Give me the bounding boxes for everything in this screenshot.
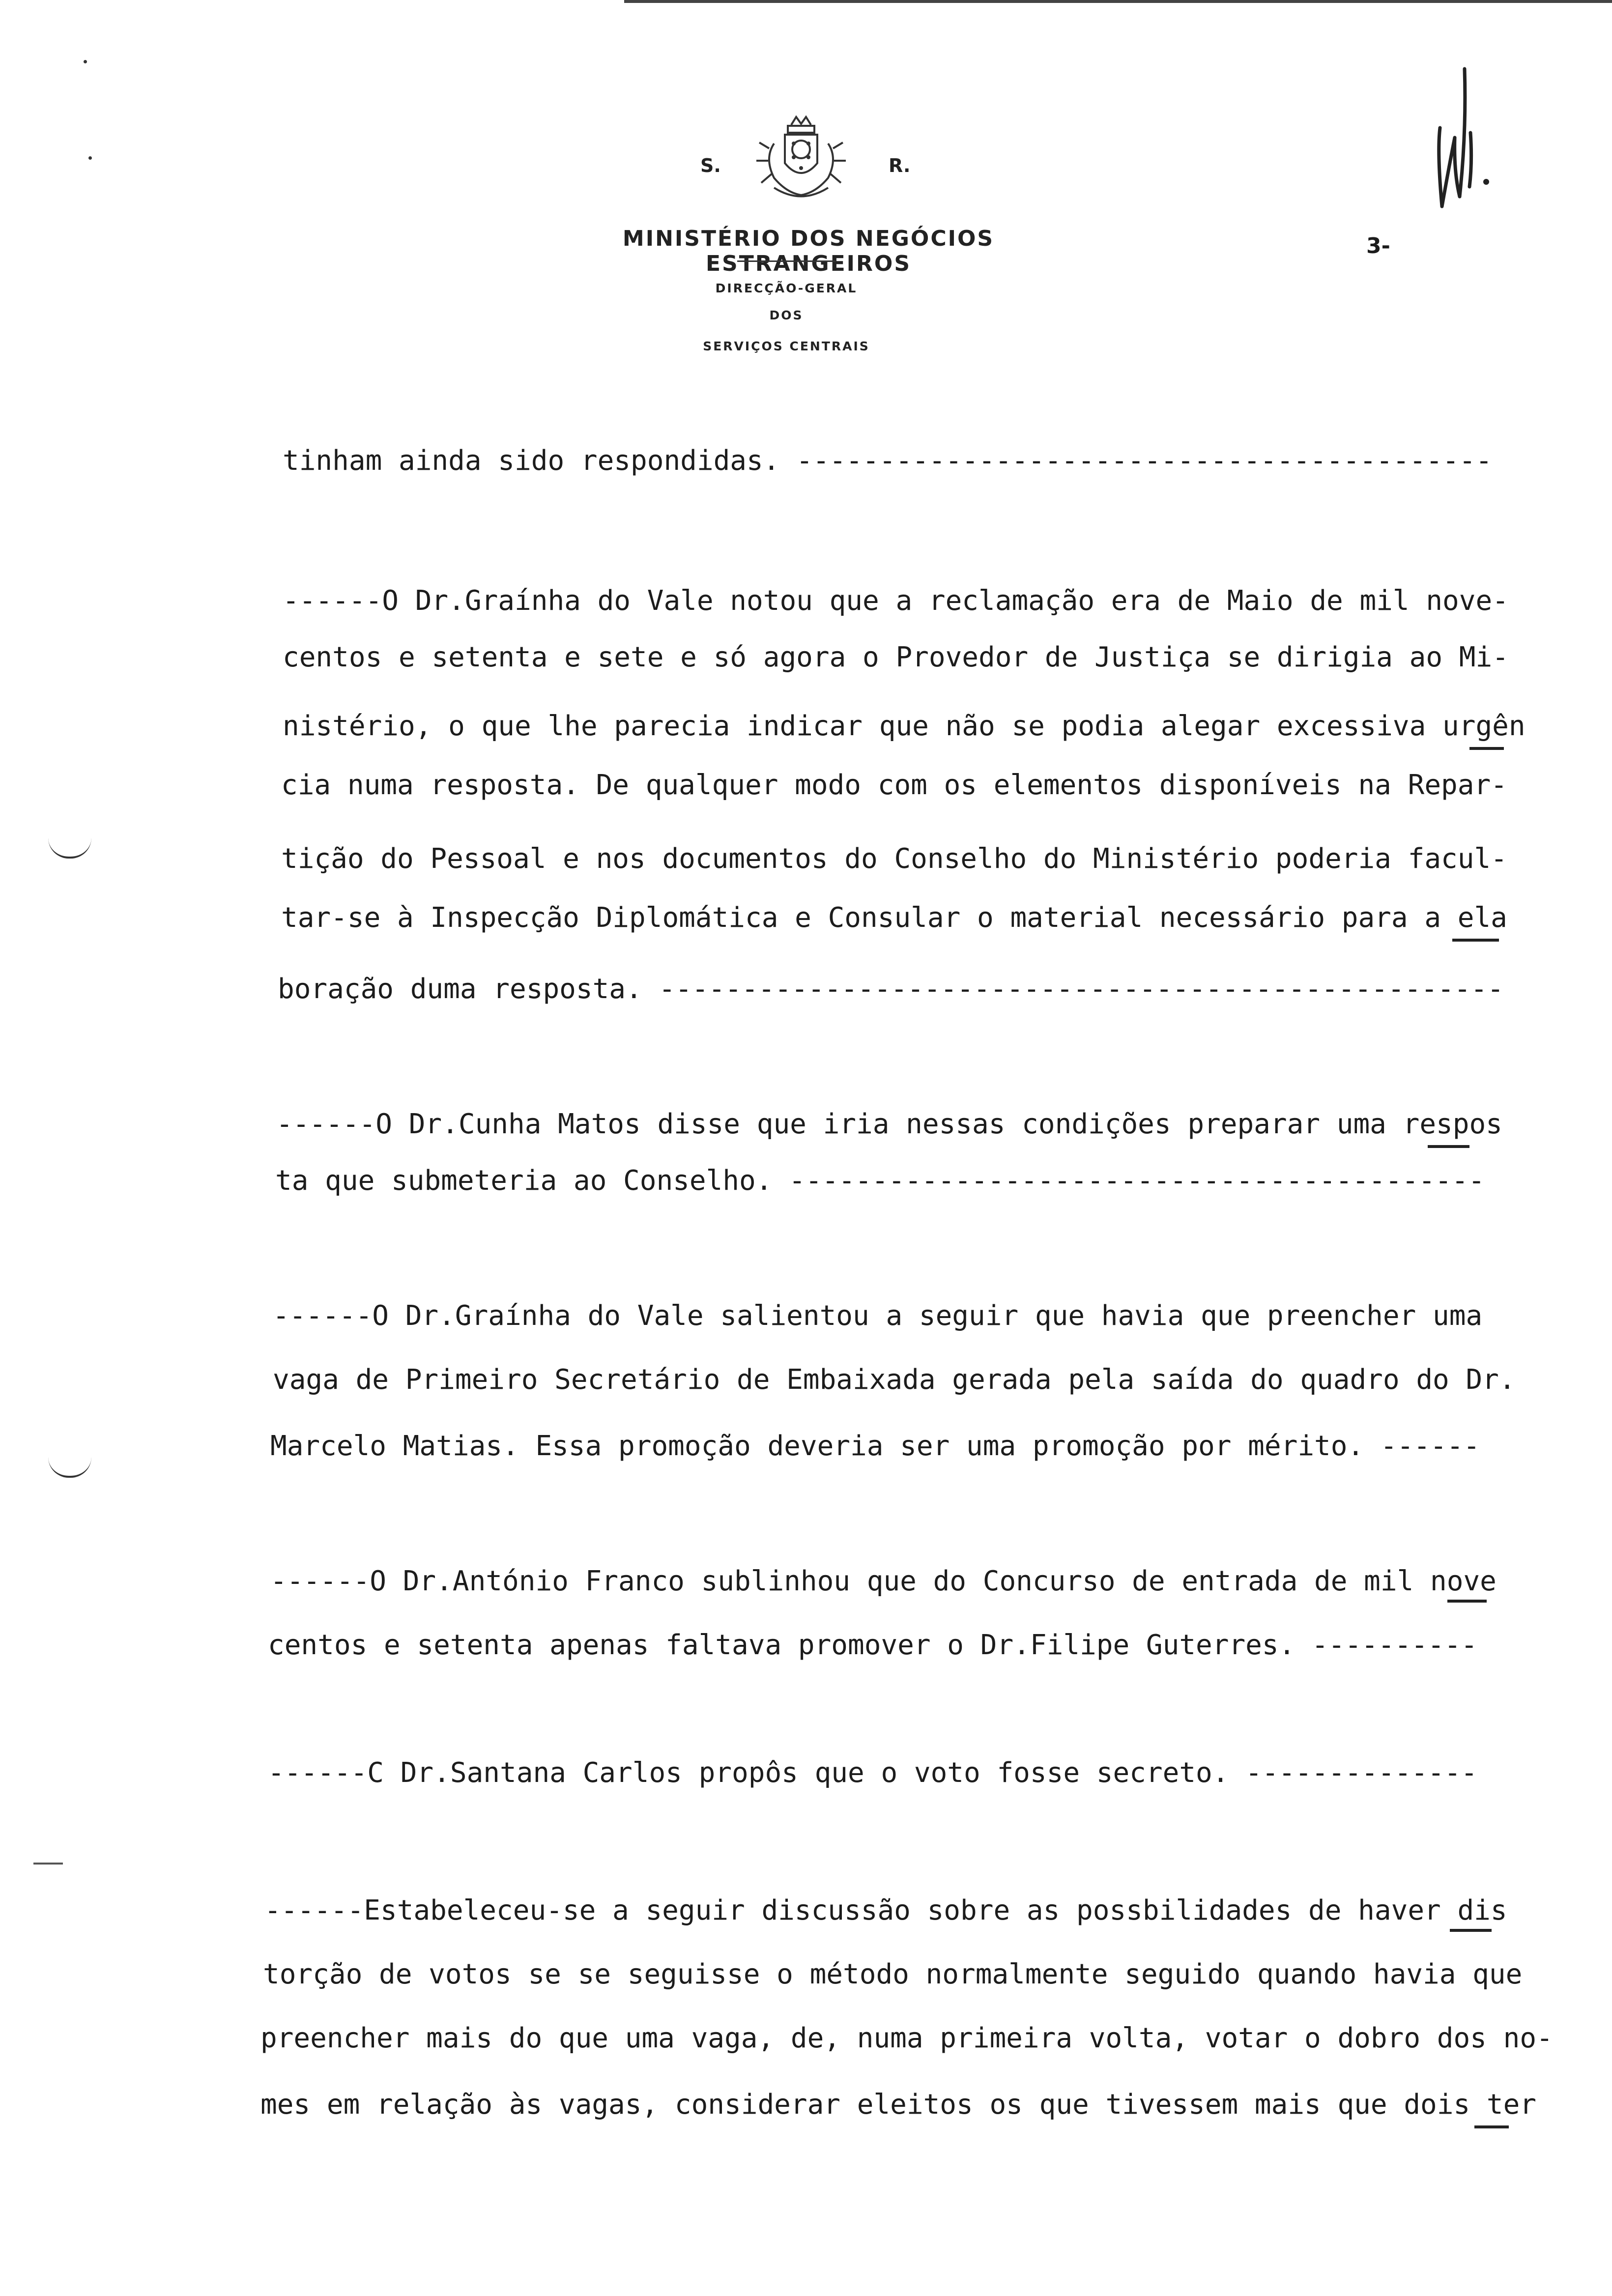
body-line: ------O Dr.Graínha do Vale notou que a reclamação era de Maio de mil nove-	[283, 585, 1509, 617]
ministry-name: MINISTÉRIO DOS NEGÓCIOS ESTRANGEIROS	[622, 226, 995, 276]
body-line: boração duma resposta. ---------------------------------------------------	[278, 973, 1504, 1005]
scan-speck	[84, 60, 87, 63]
body-line: torção de votos se se seguisse o método normalmente seguido quando havia que	[263, 1958, 1523, 1990]
coat-of-arms-icon	[745, 114, 858, 207]
body-line: ------O Dr.António Franco sublinhou que do Concurso de entrada de mil nove	[270, 1565, 1497, 1597]
handwritten-initials-icon	[1425, 64, 1494, 216]
body-line: tinham ainda sido respondidas. ------------------------------------------	[283, 445, 1493, 477]
hyphenation-underline	[1428, 1145, 1469, 1148]
body-line: preencher mais do que uma vaga, de, numa primeira volta, votar o dobro dos no-	[260, 2022, 1553, 2054]
scan-top-border	[624, 0, 1612, 3]
hyphenation-underline	[1474, 2125, 1509, 2128]
department-line-1: DIRECÇÃO-GERAL	[715, 281, 858, 295]
body-line: tição do Pessoal e nos documentos do Conselho do Ministério poderia facul-	[281, 843, 1507, 875]
body-line: ------Estabeleceu-se a seguir discussão sobre as possbilidades de haver dis	[264, 1894, 1507, 1926]
page-number: 3-	[1366, 233, 1390, 258]
header-initial-right: R.	[889, 155, 911, 176]
hyphenation-underline	[1452, 939, 1499, 942]
body-line: Marcelo Matias. Essa promoção deveria ser uma promoção por mérito. ------	[270, 1430, 1480, 1462]
department-line-2: DOS	[769, 308, 804, 322]
body-line: centos e setenta e sete e só agora o Provedor de Justiça se dirigia ao Mi-	[283, 641, 1509, 673]
department-line-3: SERVIÇOS CENTRAIS	[703, 339, 870, 353]
body-line: tar-se à Inspecção Diplomática e Consular o material necessário para a ela	[281, 902, 1507, 934]
punch-hole-mark	[48, 838, 91, 859]
header-initial-left: S.	[700, 155, 721, 176]
body-line: cia numa resposta. De qualquer modo com os elementos disponíveis na Repar-	[281, 769, 1507, 801]
body-line: centos e setenta apenas faltava promover o Dr.Filipe Guterres. ----------	[268, 1629, 1478, 1661]
body-line: mes em relação às vagas, considerar eleitos os que tivessem mais que dois ter	[260, 2089, 1537, 2121]
scan-speck	[88, 156, 92, 160]
body-line: ta que submeteria ao Conselho. ------------------------------------------	[275, 1165, 1485, 1197]
header-rule	[737, 260, 835, 262]
body-line: ------O Dr.Cunha Matos disse que iria nessas condições preparar uma respos	[276, 1108, 1502, 1140]
hyphenation-underline	[1469, 747, 1504, 750]
hyphenation-underline	[1450, 1929, 1492, 1932]
body-line: vaga de Primeiro Secretário de Embaixada gerada pela saída do quadro do Dr.	[273, 1364, 1516, 1396]
body-line: nistério, o que lhe parecia indicar que não se podia alegar excessiva urgên	[283, 710, 1526, 742]
punch-hole-mark	[48, 1457, 91, 1478]
hyphenation-underline	[1447, 1600, 1487, 1603]
body-line: ------O Dr.Graínha do Vale salientou a seguir que havia que preencher uma	[273, 1300, 1483, 1332]
scan-stroke	[33, 1863, 63, 1865]
body-line: ------C Dr.Santana Carlos propôs que o voto fosse secreto. --------------	[268, 1757, 1478, 1789]
